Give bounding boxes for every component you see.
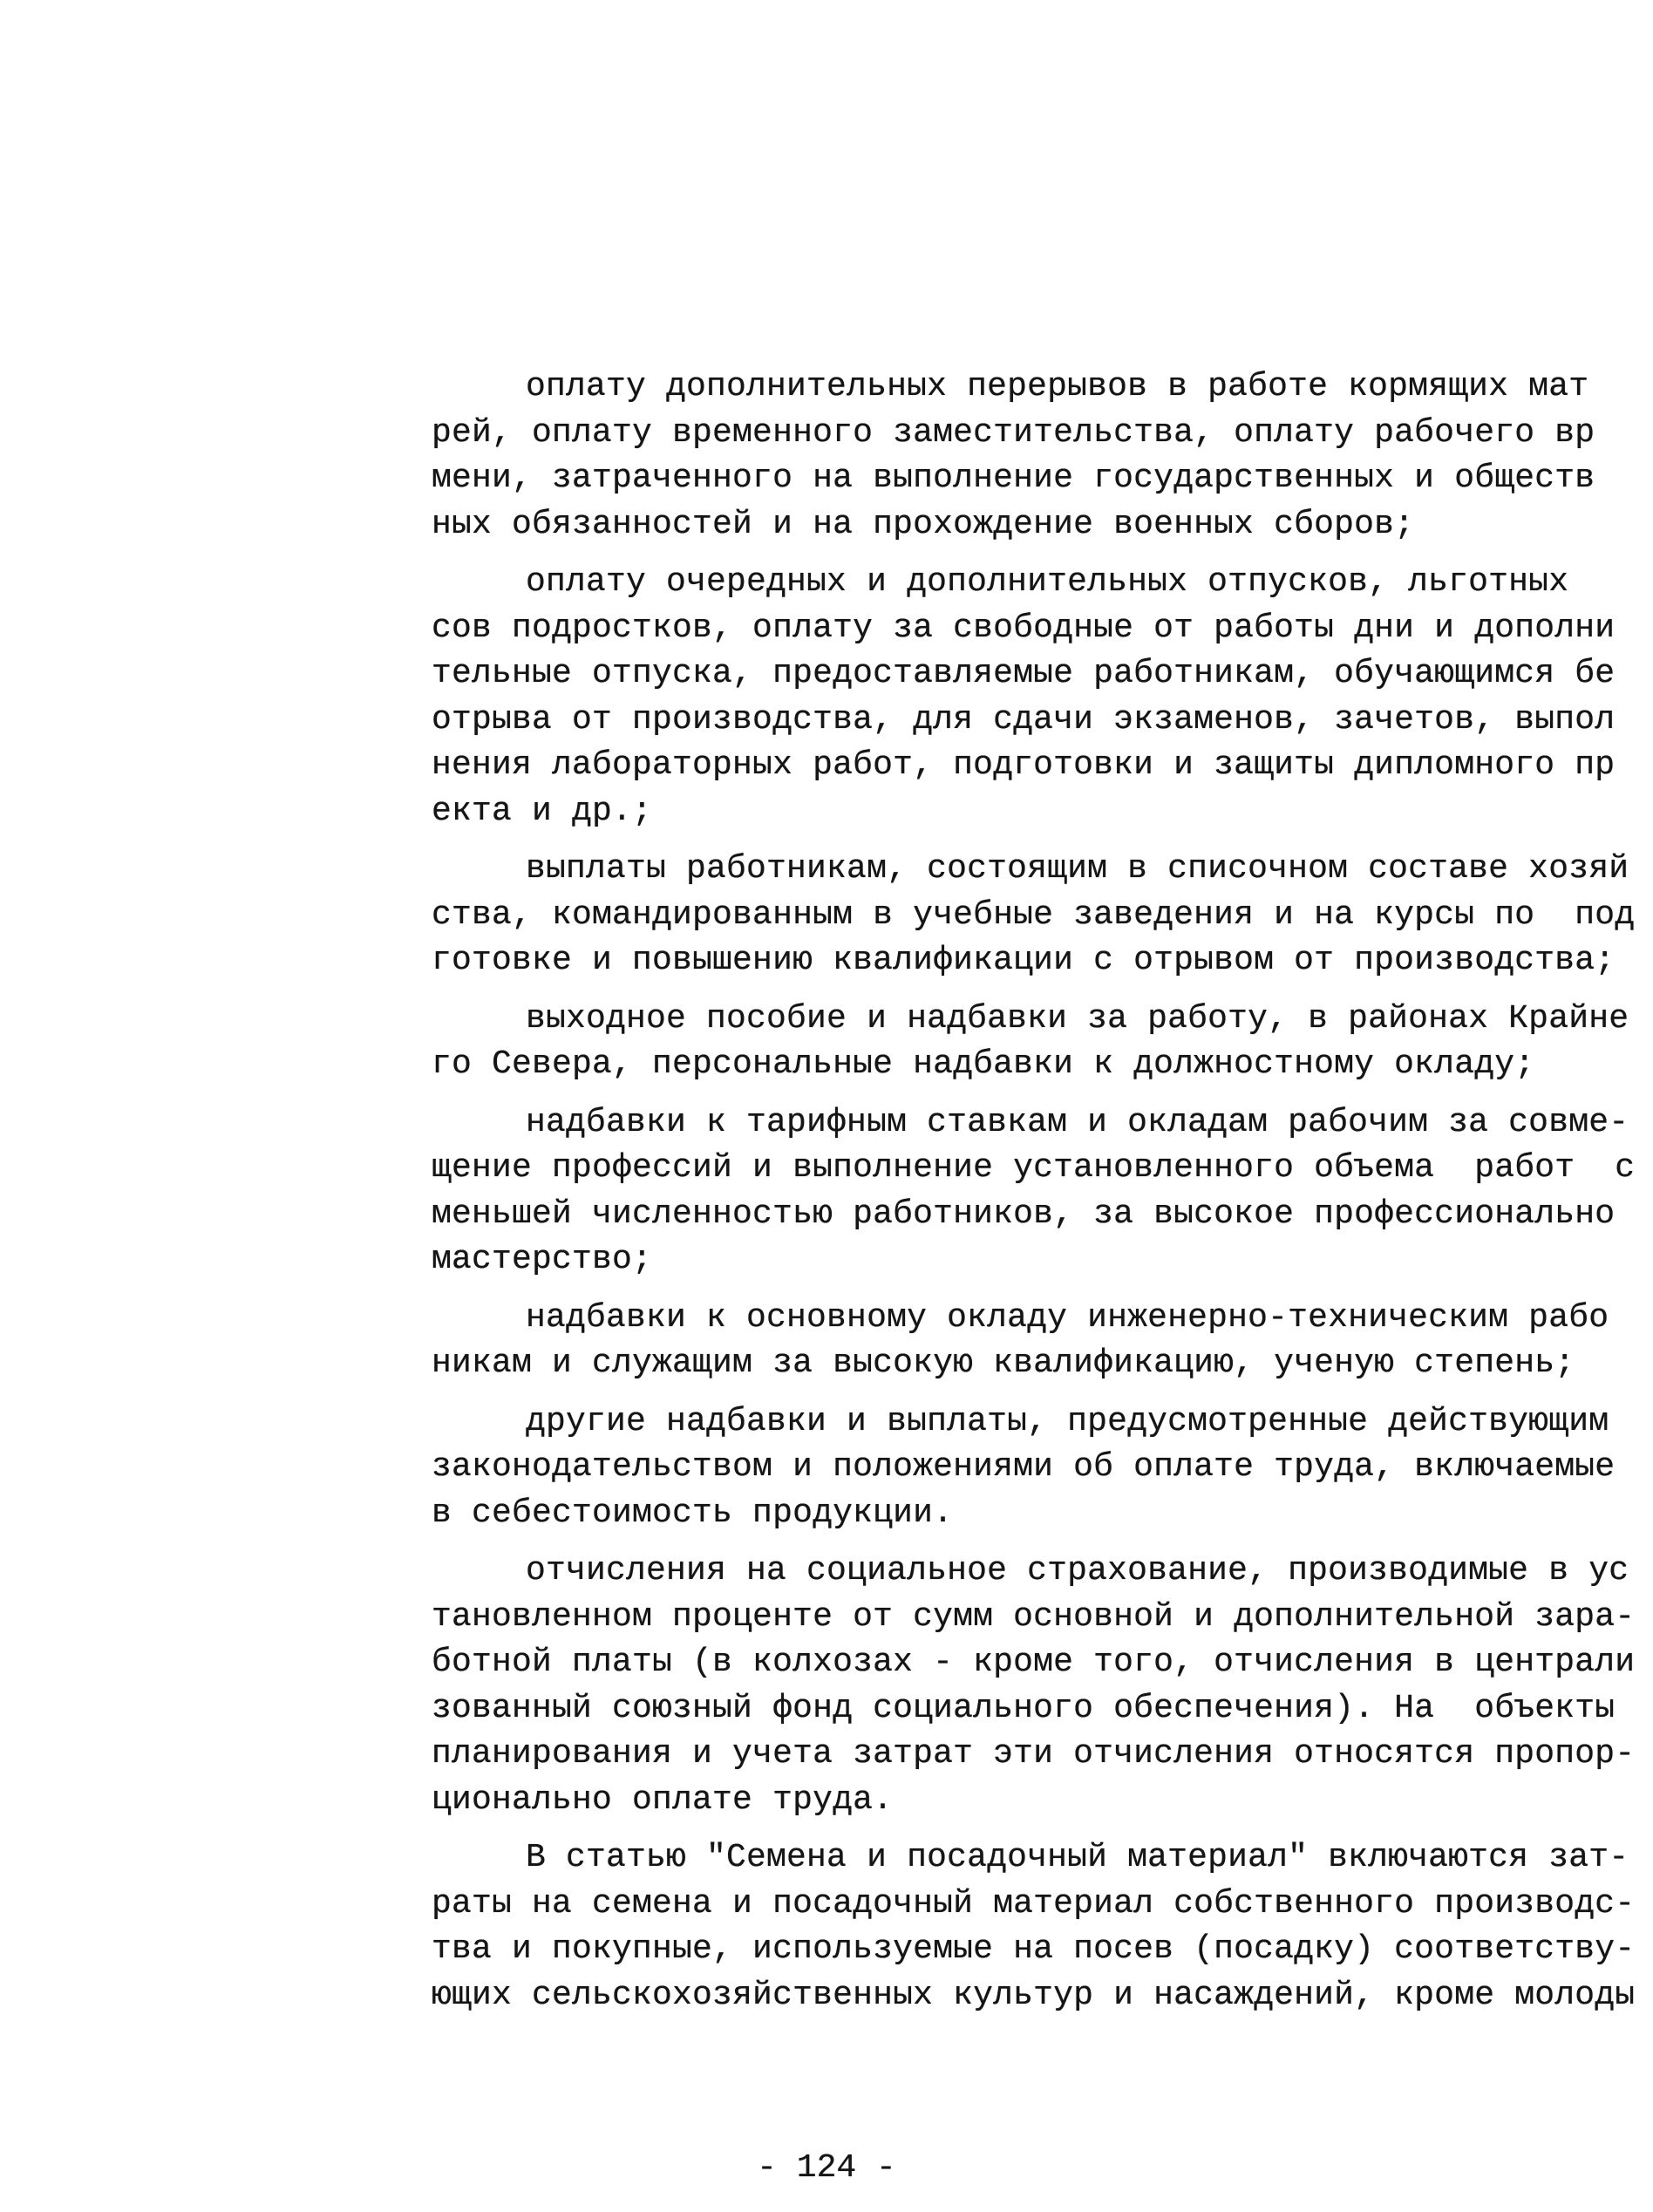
text-line: другие надбавки и выплаты, предусмотренные действующим: [526, 1402, 1609, 1440]
paragraph-other-allowances: [432, 1399, 1616, 1537]
text-line: ства, командированным в учебные заведения и на курсы по под: [432, 895, 1636, 934]
text-line: никам и служащим за высокую квалификацию, ученую степень;: [432, 1344, 1575, 1382]
text-line: раты на семена и посадочный материал собственного производс-: [432, 1884, 1636, 1923]
text-line: планирования и учета затрат эти отчисления относятся пропор-: [432, 1735, 1636, 1773]
text-line: мени, затраченного на выполнение государственных и обществ: [432, 459, 1595, 497]
text-line: ционально оплате труда.: [432, 1780, 894, 1819]
text-line: екта и др.;: [432, 792, 653, 830]
text-line: меньшей численностью работников, за высокое профессионально: [432, 1194, 1616, 1233]
paragraph-seeds-article: [432, 1835, 1636, 2018]
paragraph-tariff-allowances: [432, 1100, 1636, 1283]
text-line: зованный союзный фонд социального обеспечения). На объекты: [432, 1689, 1616, 1727]
text-line: в себестоимость продукции.: [432, 1494, 954, 1532]
text-line: готовке и повышению квалификации с отрывом от производства;: [432, 942, 1616, 979]
text-line: оплату очередных и дополнительных отпусков, льготных: [526, 563, 1569, 601]
text-line: мастерство;: [432, 1241, 653, 1278]
text-line: надбавки к основному окладу инженерно-техническим рабо: [526, 1298, 1609, 1337]
text-line: тановленном проценте от сумм основной и дополнительной зара-: [432, 1597, 1636, 1636]
text-line: законодательством и положениями об оплате труда, включаемые: [432, 1448, 1616, 1486]
text-line: тва и покупные, используемые на посев (посадку) соответству-: [432, 1930, 1636, 1968]
text-line: ных обязанностей и на прохождение военных сборов;: [432, 505, 1415, 543]
text-line: нения лабораторных работ, подготовки и защиты дипломного пр: [432, 746, 1616, 784]
text-line: отчисления на социальное страхование, производимые в ус: [526, 1552, 1629, 1589]
page-number: - 124 -: [757, 2149, 896, 2187]
text-line: отрыва от производства, для сдачи экзаменов, зачетов, выпол: [432, 700, 1616, 738]
text-line: оплату дополнительных перерывов в работе кормящих мат: [526, 368, 1589, 405]
paragraph-vacations: [432, 560, 1616, 834]
text-line: тельные отпуска, предоставляемые работникам, обучающимся бе: [432, 655, 1616, 692]
text-line: сов подростков, оплату за свободные от работы дни и дополни: [432, 609, 1616, 647]
text-line: ботной платы (в колхозах - кроме того, отчисления в централи: [432, 1644, 1636, 1681]
text-line: ющих сельскохозяйственных культур и насаждений, кроме молоды: [432, 1976, 1636, 2014]
text-line: надбавки к тарифным ставкам и окладам рабочим за совме-: [526, 1103, 1629, 1141]
text-line: го Севера, персональные надбавки к должностному окладу;: [432, 1045, 1535, 1083]
text-line: щение профессий и выполнение установленного объема работ с: [432, 1149, 1636, 1187]
paragraph-training-payments: [432, 847, 1636, 984]
paragraph-wages-breaks: [432, 364, 1595, 548]
text-line: выходное пособие и надбавки за работу, в районах Крайне: [526, 999, 1629, 1038]
body-text: [432, 364, 1636, 2031]
text-line: рей, оплату временного заместительства, оплату рабочего вр: [432, 413, 1595, 452]
paragraph-social-insurance: [432, 1548, 1636, 1823]
paragraph-engineer-allowances: [432, 1296, 1609, 1387]
text-line: выплаты работникам, состоящим в списочном составе хозяй: [526, 850, 1629, 888]
text-line: В статью "Семена и посадочный материал" включаются зат-: [526, 1839, 1629, 1876]
paragraph-north-allowances: [432, 997, 1629, 1088]
